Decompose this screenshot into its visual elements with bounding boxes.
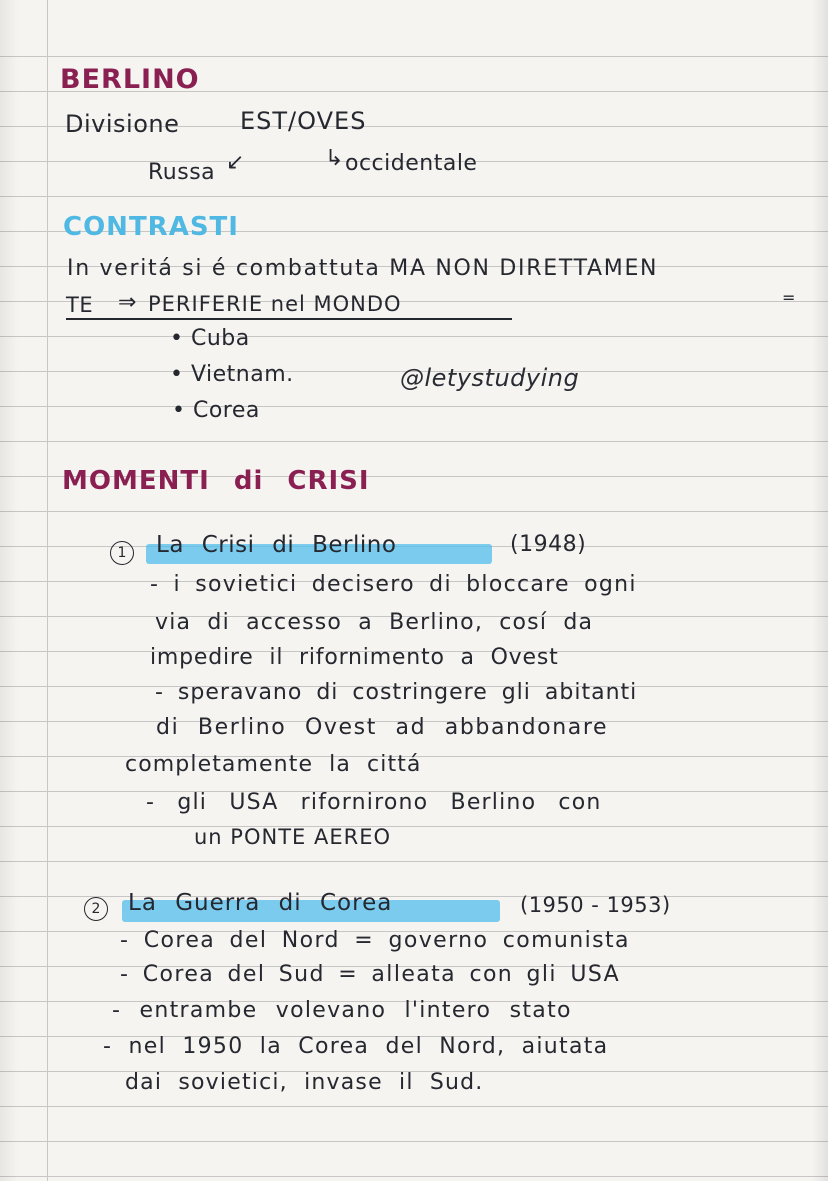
page-edge-shadow — [812, 0, 828, 1181]
russa-label: Russa — [148, 160, 216, 185]
bullet-vietnam: • Vietnam. — [170, 362, 294, 387]
item1-line-7: - gli USA rifornirono Berlino con — [146, 790, 602, 815]
bullet-cuba: • Cuba — [170, 326, 250, 351]
item2-line-4: - nel 1950 la Corea del Nord, aiutata — [103, 1034, 609, 1059]
item1-line-8: un PONTE AEREO — [194, 825, 391, 849]
item1-line-1: - i sovietici decisero di bloccare ogni — [150, 572, 637, 597]
item1-line-4: - speravano di costringere gli abitanti — [155, 680, 638, 705]
divisione-label: Divisione — [65, 110, 180, 138]
title-contrasti: CONTRASTI — [63, 212, 239, 242]
item2-line-3: - entrambe volevano l'intero stato — [112, 998, 572, 1023]
number-badge-2: 2 — [84, 897, 108, 921]
item2-line-5: dai sovietici, invase il Sud. — [125, 1070, 484, 1095]
item1-line-3: impedire il rifornimento a Ovest — [150, 645, 559, 670]
occidentale-label: occidentale — [345, 151, 478, 176]
equals-mark: = — [782, 288, 796, 307]
title-berlino: BERLINO — [60, 64, 200, 95]
item1-title: La Crisi di Berlino — [156, 532, 397, 558]
est-ovest-label: EST/OVES — [240, 107, 367, 135]
arrow-down-left-icon: ↙ — [226, 150, 245, 175]
contrasti-line-2: PERIFERIE nel MONDO — [148, 292, 402, 316]
item1-year: (1948) — [510, 532, 587, 557]
item1-line-6: completamente la cittá — [125, 752, 422, 777]
item2-year: (1950 - 1953) — [520, 893, 671, 917]
arrow-right-hook-icon: ↳ — [325, 146, 344, 171]
contrasti-te: TE — [66, 293, 94, 317]
contrasti-line-1: In veritá si é combattuta MA NON DIRETTAMEN — [67, 256, 659, 281]
contrasti-underline — [66, 318, 512, 320]
double-arrow-icon: ⇒ — [118, 290, 137, 315]
margin-line — [47, 0, 48, 1181]
title-momenti-di-crisi: MOMENTI di CRISI — [62, 466, 370, 496]
author-watermark: @letystudying — [400, 364, 580, 392]
item2-line-2: - Corea del Sud = alleata con gli USA — [120, 962, 621, 987]
item2-line-1: - Corea del Nord = governo comunista — [120, 928, 630, 953]
item1-line-2: via di accesso a Berlino, cosí da — [155, 610, 594, 635]
bullet-corea: • Corea — [172, 398, 260, 423]
item2-title: La Guerra di Corea — [128, 890, 393, 916]
item1-line-5: di Berlino Ovest ad abbandonare — [156, 715, 609, 740]
number-badge-1: 1 — [110, 541, 134, 565]
